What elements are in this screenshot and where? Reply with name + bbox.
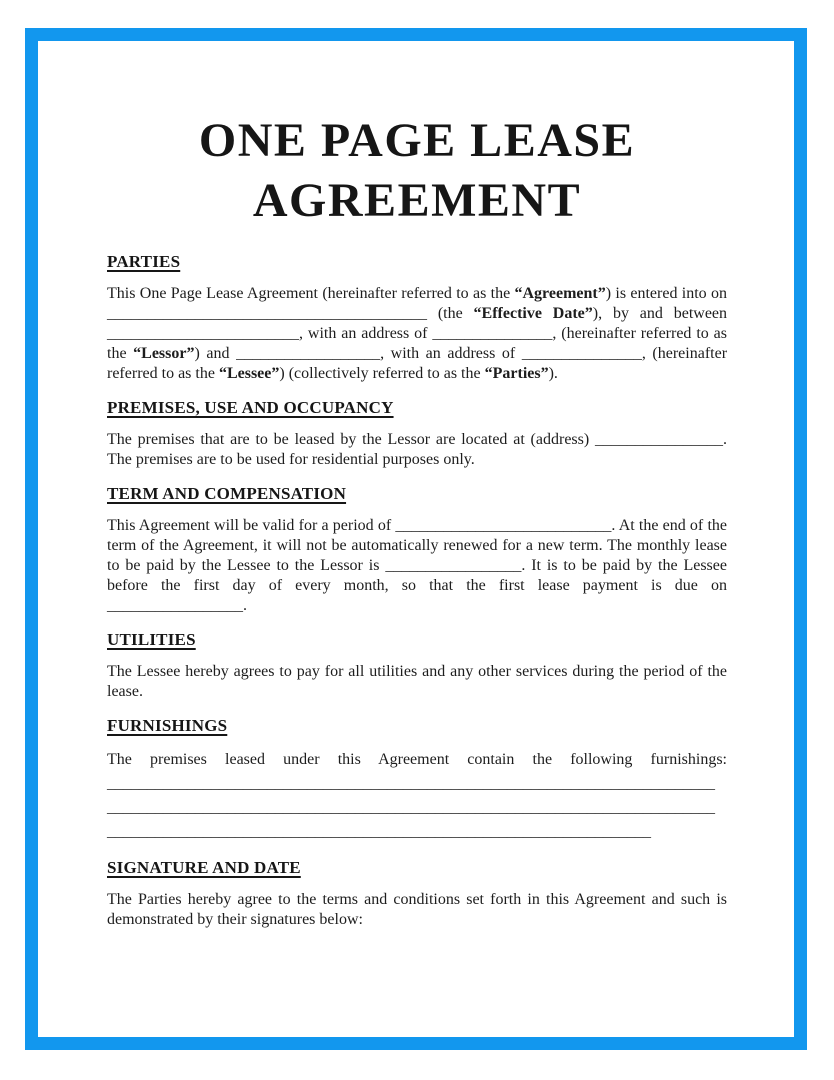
section-utilities bbox=[107, 629, 727, 702]
blank-field: _______________ bbox=[521, 345, 642, 362]
document-title bbox=[107, 111, 727, 231]
text-run: ) is entered into on bbox=[605, 285, 728, 302]
text-run: “Parties” bbox=[484, 365, 549, 382]
paragraph bbox=[107, 748, 727, 844]
paragraph bbox=[107, 890, 727, 930]
paragraph bbox=[107, 516, 727, 616]
section-heading-furnishings: FURNISHINGS bbox=[107, 716, 228, 735]
text-run: . It is to be paid by the Lessee before the first day of every month, so that the first lease payment is due on bbox=[107, 557, 727, 594]
blank-field: __________________ bbox=[236, 345, 381, 362]
page-border-frame bbox=[25, 28, 807, 1050]
text-run: This Agreement will be valid for a period of bbox=[107, 517, 396, 534]
text-run: “Lessee” bbox=[218, 365, 280, 382]
text-run: “Effective Date” bbox=[473, 305, 593, 322]
text-run: . At the end of the term of the Agreement, it will not be automatically renewed for a new term. The monthly lease to be paid by the Lessee to the Lessor is bbox=[107, 517, 728, 574]
blank-field: ___________________________ bbox=[395, 517, 612, 534]
text-run: . The premises are to be used for residential purposes only. bbox=[107, 431, 727, 468]
document-title-line2: AGREEMENT bbox=[252, 174, 582, 227]
section-furnishings bbox=[107, 715, 727, 844]
text-run: The Parties hereby agree to the terms and conditions set forth in this Agreement and such is demonstrated by their signatures below: bbox=[107, 891, 727, 928]
paragraph bbox=[107, 430, 727, 470]
paragraph bbox=[107, 662, 727, 702]
section-heading-parties: PARTIES bbox=[107, 252, 181, 271]
text-run: “Lessor” bbox=[133, 345, 195, 362]
section-signature-and-date bbox=[107, 857, 727, 930]
blank-field: ____________________________________________________________________ bbox=[107, 823, 651, 840]
paragraph bbox=[107, 284, 727, 384]
text-run: , (hereinafter referred to as the bbox=[107, 325, 728, 362]
section-heading-utilities: UTILITIES bbox=[107, 630, 196, 649]
text-run: , (hereinafter referred to as the bbox=[107, 345, 728, 382]
document-sections bbox=[107, 251, 727, 930]
blank-field: ________________________ bbox=[107, 325, 299, 342]
text-run: ) and bbox=[194, 345, 237, 362]
text-run: “Agreement” bbox=[514, 285, 606, 302]
section-heading-premises-use-and-occupancy: PREMISES, USE AND OCCUPANCY bbox=[107, 398, 394, 417]
blank-field: ________________________________________ bbox=[107, 305, 427, 322]
blank-field: _________________ bbox=[107, 597, 243, 614]
text-run: ), by and between bbox=[592, 305, 728, 322]
text-run: . bbox=[243, 597, 247, 614]
section-parties bbox=[107, 251, 727, 384]
document-content bbox=[38, 41, 794, 1037]
blank-field: _______________ bbox=[432, 325, 553, 342]
section-premises-use-and-occupancy bbox=[107, 397, 727, 470]
blank-field: ________________ bbox=[595, 431, 723, 448]
text-run: The Lessee hereby agrees to pay for all utilities and any other services during the period of the lease. bbox=[107, 663, 727, 700]
blank-field: _________________ bbox=[385, 557, 522, 574]
text-run: The premises leased under this Agreement contain the following furnishings: bbox=[107, 751, 727, 768]
text-run: ) (collectively referred to as the bbox=[279, 365, 485, 382]
text-run: The premises that are to be leased by the Lessor are located at (address) bbox=[107, 431, 595, 448]
text-run: This One Page Lease Agreement (hereinafter referred to as the bbox=[107, 285, 515, 302]
document-title-line1: ONE PAGE LEASE bbox=[198, 114, 636, 167]
blank-field: ____________________________________________________________________________ bbox=[107, 799, 715, 816]
section-heading-signature-and-date: SIGNATURE AND DATE bbox=[107, 858, 301, 877]
section-term-and-compensation bbox=[107, 483, 727, 616]
blank-field: ____________________________________________________________________________ bbox=[107, 775, 715, 792]
text-run: , with an address of bbox=[299, 325, 433, 342]
text-run: ). bbox=[548, 365, 558, 382]
text-run: (the bbox=[427, 305, 474, 322]
section-heading-term-and-compensation: TERM AND COMPENSATION bbox=[107, 484, 347, 503]
text-run: , with an address of bbox=[380, 345, 522, 362]
